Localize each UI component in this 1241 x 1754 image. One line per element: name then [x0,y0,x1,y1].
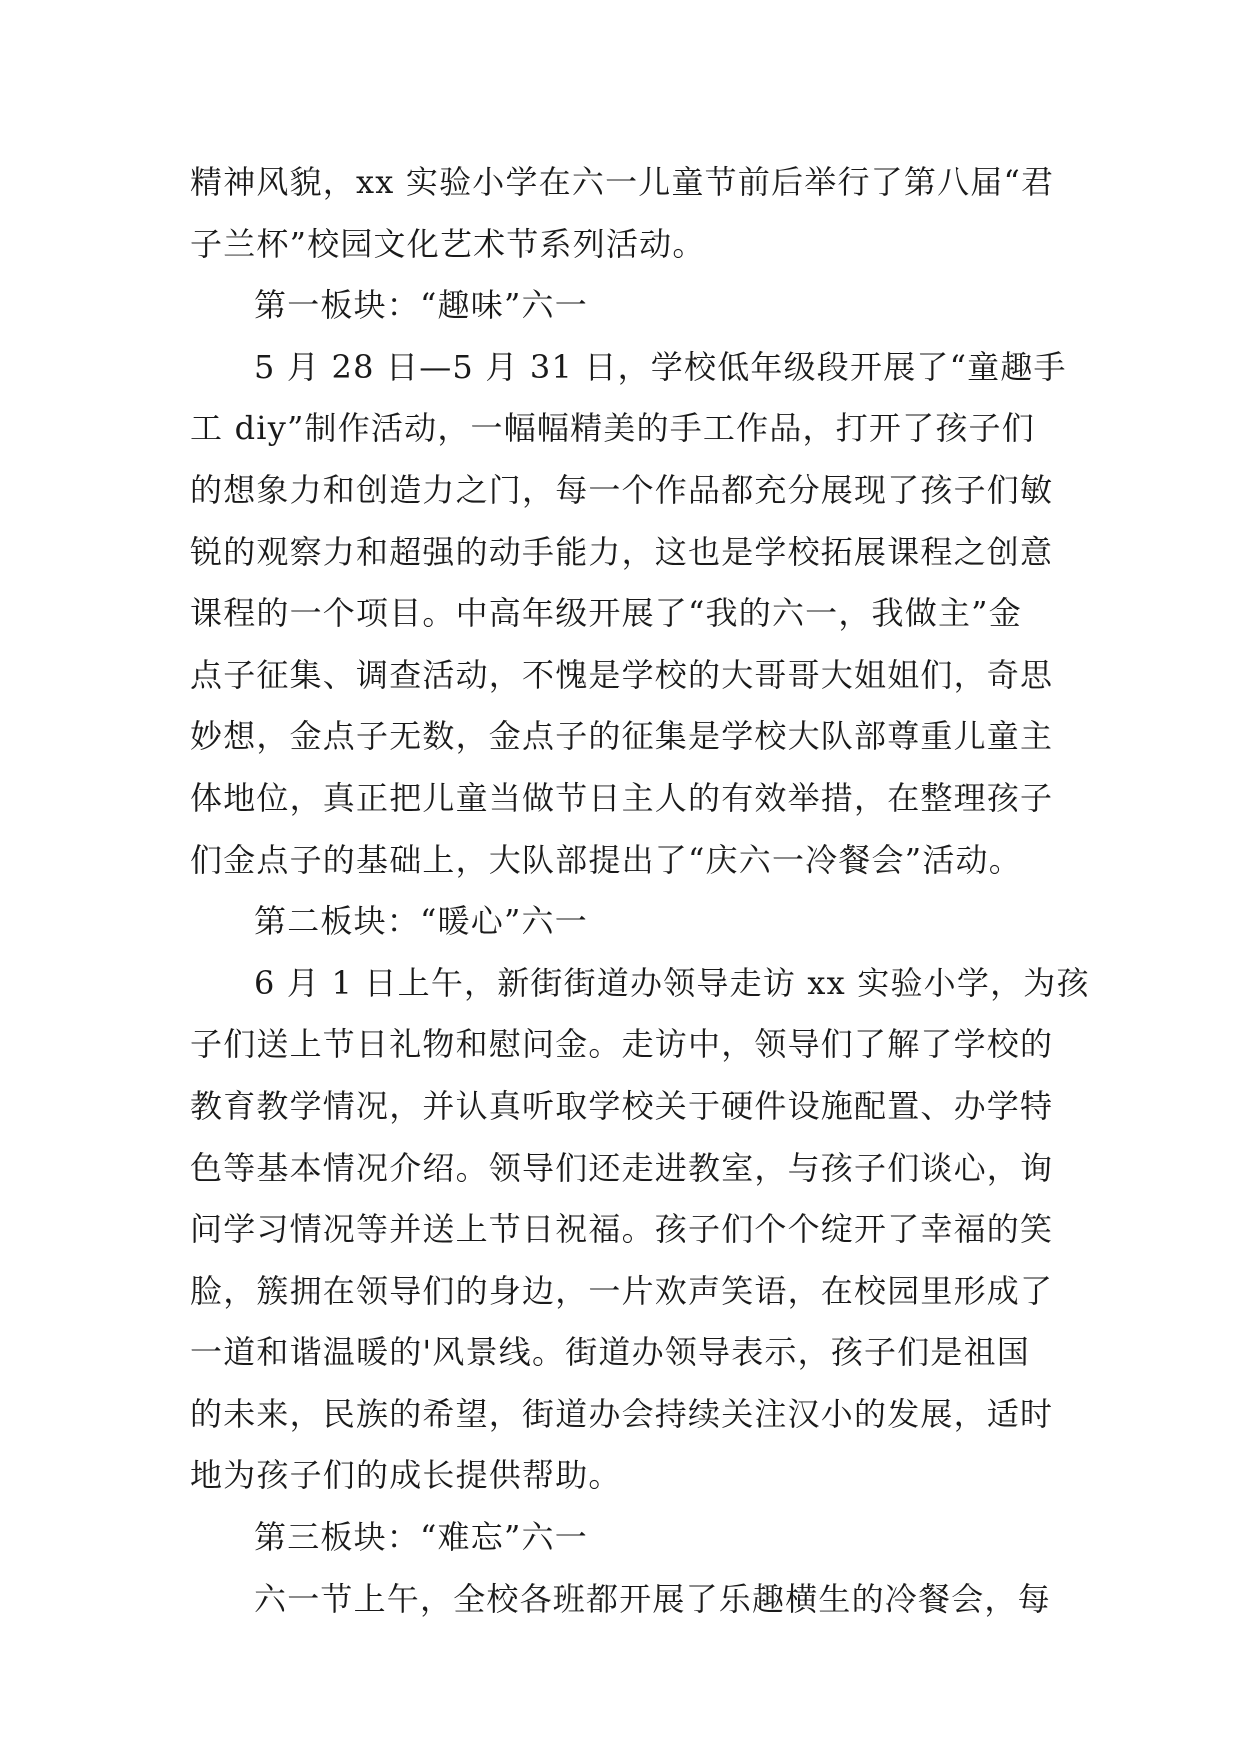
text-line: 第二板块：“暖心”六一 [254,902,588,941]
text-line: 的未来，民族的希望，街道办会持续关注汉小的发展，适时 [190,1394,1054,1433]
section-body-3 [190,1569,1055,1631]
text-line: 的想象力和创造力之门，每一个作品都充分展现了孩子们敏 [190,470,1054,509]
text-line: 锐的观察力和超强的动手能力，这也是学校拓展课程之创意 [190,532,1054,571]
text-line: 体地位，真正把儿童当做节日主人的有效举措，在整理孩子 [190,778,1054,817]
text-line: 问学习情况等并送上节日祝福。孩子们个个绽开了幸福的笑 [190,1210,1054,1249]
text-line: 妙想，金点子无数，金点子的征集是学校大队部尊重儿童主 [190,717,1054,756]
intro-paragraph [190,152,1055,275]
section-heading-1 [190,275,1055,337]
section-body-2 [190,953,1090,1507]
section-heading-3 [190,1507,1055,1569]
text-line: 工 diy”制作活动，一幅幅精美的手工作品，打开了孩子们 [190,409,1035,448]
text-line: 精神风貌，xx 实验小学在六一儿童节前后举行了第八届“君 [190,163,1055,201]
text-line: 一道和谐温暖的'风景线。街道办领导表示，孩子们是祖国 [190,1333,1030,1372]
text-line: 教育教学情况，并认真听取学校关于硬件设施配置、办学特 [190,1086,1054,1125]
text-line: 6 月 1 日上午，新街街道办领导走访 xx 实验小学，为孩 [254,963,1090,1002]
section-heading-2 [190,891,1055,953]
text-line: 5 月 28 日—5 月 31 日，学校低年级段开展了“童趣手 [254,347,1067,386]
text-line: 课程的一个项目。中高年级开展了“我的六一，我做主”金 [190,594,1022,633]
text-line: 色等基本情况介绍。领导们还走进教室，与孩子们谈心，询 [190,1148,1054,1187]
text-line: 第三板块：“难忘”六一 [254,1518,588,1557]
text-line: 六一节上午，全校各班都开展了乐趣横生的冷餐会，每 [254,1579,1051,1618]
document-body [190,152,1090,1630]
text-line: 地为孩子们的成长提供帮助。 [190,1456,622,1495]
section-body-1 [190,337,1067,891]
text-line: 子兰杯”校园文化艺术节系列活动。 [190,224,706,263]
text-line: 第一板块：“趣味”六一 [254,286,588,325]
text-line: 们金点子的基础上，大队部提出了“庆六一冷餐会”活动。 [190,840,1022,879]
text-line: 脸，簇拥在领导们的身边，一片欢声笑语，在校园里形成了 [190,1271,1054,1310]
text-line: 子们送上节日礼物和慰问金。走访中，领导们了解了学校的 [190,1025,1054,1064]
text-line: 点子征集、调查活动，不愧是学校的大哥哥大姐姐们，奇思 [190,655,1054,694]
